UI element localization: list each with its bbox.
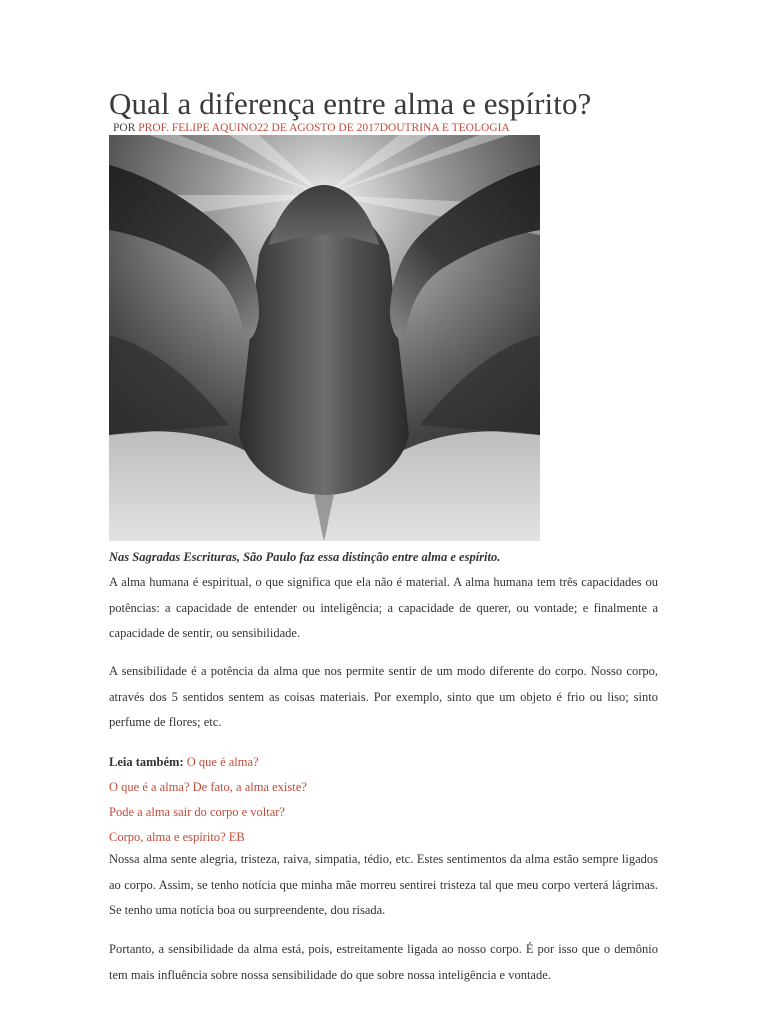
related-lead-label: Leia também: [109,755,184,769]
date-link[interactable]: 22 DE AGOSTO DE 2017 [257,122,380,134]
paragraph: Nossa alma sente alegria, tristeza, raiva, simpatia, tédio, etc. Estes sentimentos da alma estão sempre ligados ao corpo. Assim, se tenho notícia que minha mãe morreu sentirei tristeza tal que meu corpo verterá lágrimas. Se tenho uma notícia boa ou surpreendente, dou risada. [109,852,658,917]
category-link[interactable]: DOUTRINA E TEOLOGIA [379,122,510,134]
related-links [109,750,307,850]
related-link[interactable]: Pode a alma sair do corpo e voltar? [109,805,285,819]
author-link[interactable]: PROF. FELIPE AQUINO [138,122,258,134]
related-item [109,775,307,800]
article-title: Qual a diferença entre alma e espírito? [109,86,592,121]
article-byline [113,122,510,134]
related-item [109,750,307,775]
byline-prefix: POR [113,122,136,134]
image-caption: Nas Sagradas Escrituras, São Paulo faz essa distinção entre alma e espírito. [109,550,501,564]
related-link[interactable]: Corpo, alma e espírito? EB [109,830,245,844]
neck-shoulders-photo [109,135,540,541]
paragraph: A alma humana é espiritual, o que significa que ela não é material. A alma humana tem três capacidades ou potências: a capacidade de entender ou inteligência; a capacidade de querer, ou vontade; e finalmente a capacidade de sentir, ou sensibilidade. [109,575,658,640]
related-link[interactable]: O que é alma? [186,755,259,769]
paragraph: Portanto, a sensibilidade da alma está, pois, estreitamente ligada ao nosso corpo. É por isso que o demônio tem mais influência sobre nossa sensibilidade do que sobre nossa inteligência e vontade. [109,942,658,982]
related-item [109,800,307,825]
paragraph: A sensibilidade é a potência da alma que nos permite sentir de um modo diferente do corpo. Nosso corpo, através dos 5 sentidos sentem as coisas materiais. Por exemplo, sinto que um objeto é frio ou liso; sinto perfume de flores; etc. [109,664,658,729]
article-hero-image [109,135,540,541]
related-link[interactable]: O que é a alma? De fato, a alma existe? [109,780,307,794]
